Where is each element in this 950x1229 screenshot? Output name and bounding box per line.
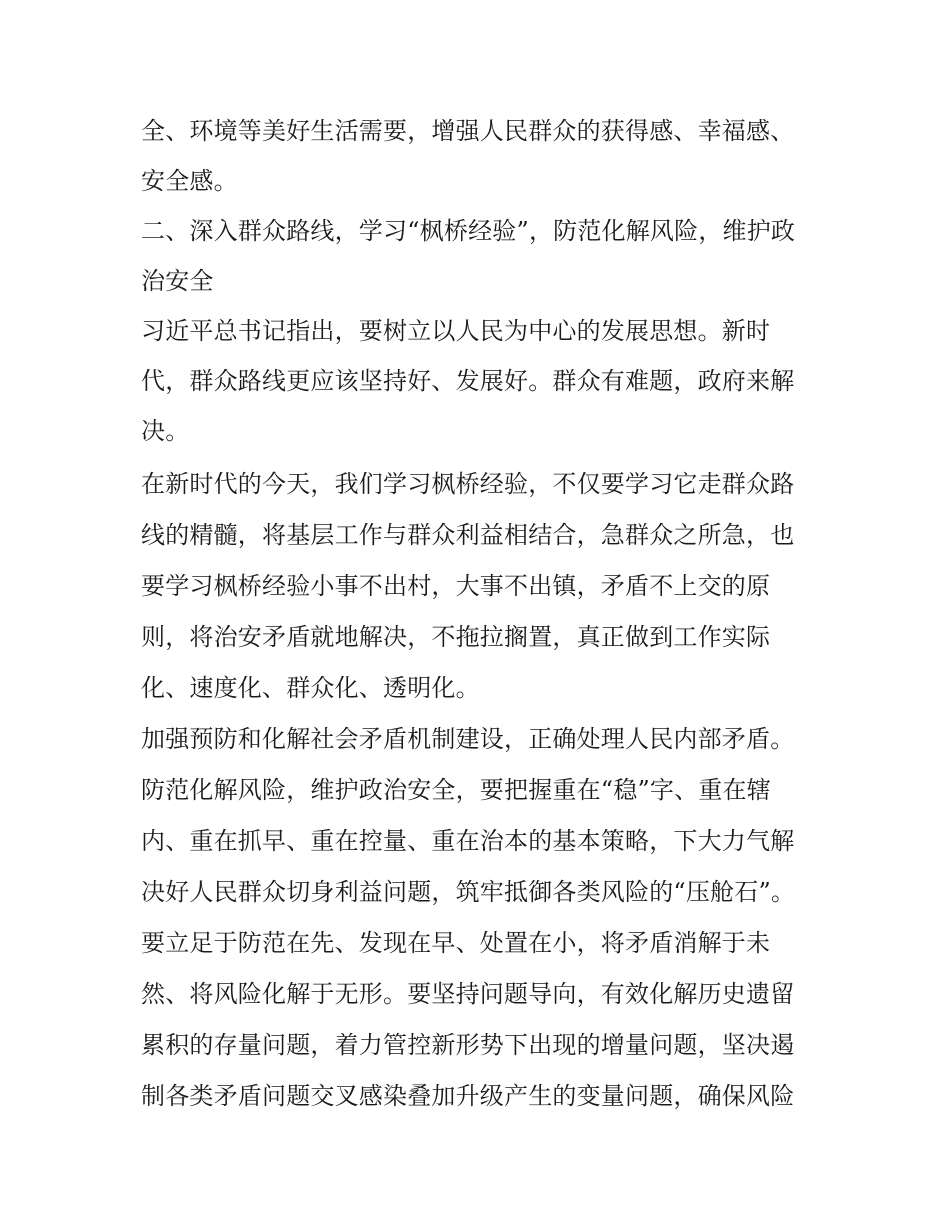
text-line: 加强预防和化解社会矛盾机制建设，正确处理人民内部矛盾。 — [141, 725, 795, 753]
text-line: 化、速度化、群众化、透明化。 — [141, 674, 480, 702]
text-line: 全、环境等美好生活需要，增强人民群众的获得感、幸福感、 — [141, 117, 795, 145]
text-line: 安全感。 — [141, 167, 238, 195]
text-line: 要学习枫桥经验小事不出村，大事不出镇，矛盾不上交的原 — [141, 572, 771, 600]
text-line: 决好人民群众切身利益问题，筑牢抵御各类风险的“压舱石”。 — [141, 878, 796, 906]
text-line: 线的精髓，将基层工作与群众利益相结合，急群众之所急，也 — [141, 521, 795, 549]
text-line: 在新时代的今天，我们学习枫桥经验，不仅要学习它走群众路 — [141, 470, 795, 498]
text-line: 然、将风险化解于无形。要坚持问题导向，有效化解历史遗留 — [141, 980, 795, 1008]
text-line: 决。 — [141, 417, 190, 445]
text-line: 要立足于防范在先、发现在早、处置在小，将矛盾消解于未 — [141, 929, 771, 957]
text-line: 内、重在抓早、重在控量、重在治本的基本策略，下大力气解 — [141, 827, 795, 855]
text-line: 则，将治安矛盾就地解决，不拖拉搁置，真正做到工作实际 — [141, 623, 771, 651]
section-heading-line: 二、深入群众路线，学习“枫桥经验”，防范化解风险，维护政 — [141, 217, 796, 245]
text-line: 制各类矛盾问题交叉感染叠加升级产生的变量问题，确保风险 — [141, 1082, 795, 1110]
text-line: 习近平总书记指出，要树立以人民为中心的发展思想。新时 — [141, 317, 771, 345]
text-line: 防范化解风险，维护政治安全，要把握重在“稳”字、重在辖 — [141, 776, 771, 804]
text-line: 代，群众路线更应该坚持好、发展好。群众有难题，政府来解 — [141, 367, 795, 395]
section-heading-line: 治安全 — [141, 267, 214, 295]
text-line: 累积的存量问题，着力管控新形势下出现的增量问题，坚决遏 — [141, 1031, 795, 1059]
